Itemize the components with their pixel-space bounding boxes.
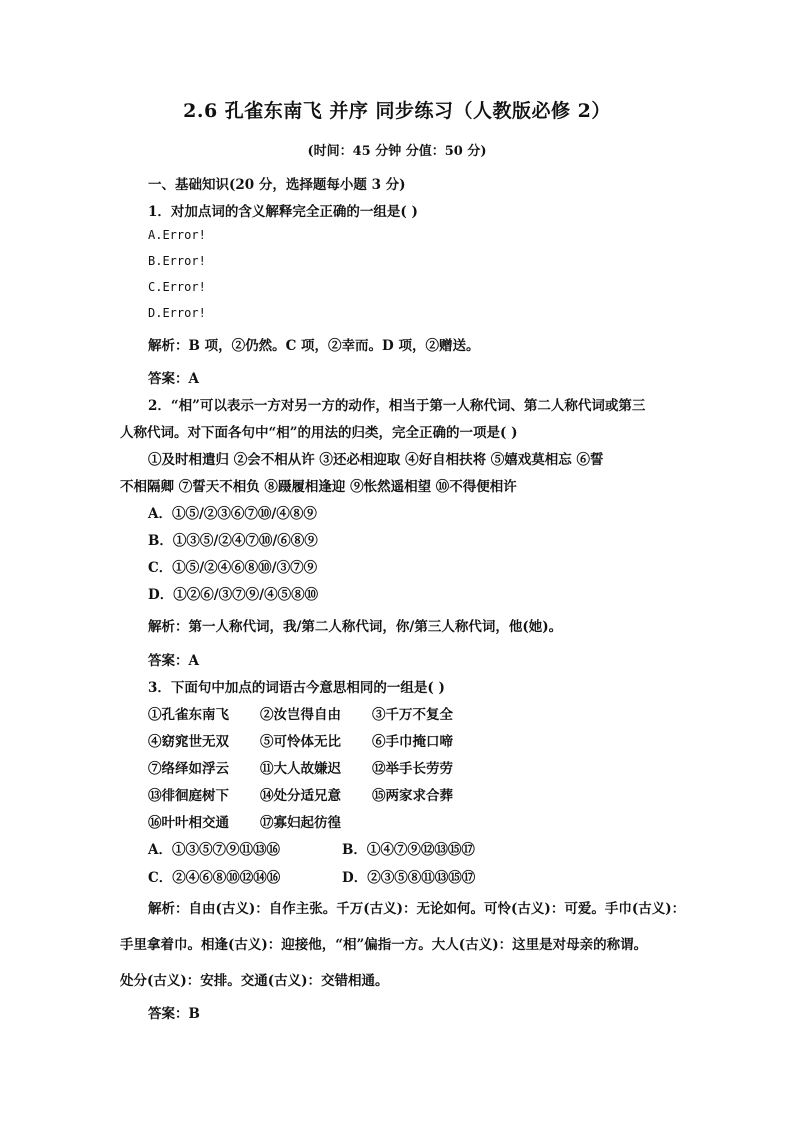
question-3-item: ⑪大人故嫌迟 [260,761,341,777]
question-3-analysis-line-3: 处分(古义)：安排。交通(古义)：交错相通。 [120,973,389,989]
question-3-item: ⑭处分适兄意 [260,788,341,804]
question-3-item: ⑰寡妇起彷徨 [260,815,341,831]
question-3-option-d: D．②③⑤⑧⑪⑬⑮⑰ [342,870,476,886]
page-subtitle: (时间：45 分钟 分值：50 分) [307,144,487,159]
question-2-option-a: A．①⑤/②③⑥⑦⑩/④⑧⑨ [148,506,317,522]
question-3-item: ⑤可怜体无比 [260,734,341,750]
question-3-item: ⑦络绎如浮云 [148,761,229,777]
question-3-option-b: B．①④⑦⑨⑫⑬⑮⑰ [342,842,475,858]
question-2-answer: 答案：A [148,653,199,669]
question-3-item: ⑯叶叶相交通 [148,815,229,831]
question-1-analysis: 解析：B 项，②仍然。C 项，②幸而。D 项，②赠送。 [148,338,480,354]
question-2-option-d: D．①②⑥/③⑦⑨/④⑤⑧⑩ [148,587,319,603]
page-title: 2.6 孔雀东南飞 并序 同步练习（人教版必修 2） [183,100,611,122]
question-1-option-c: C.Error! [148,280,206,294]
question-1-option-a: A.Error! [148,228,206,242]
question-3-item: ⑮两家求合葬 [372,788,453,804]
question-3-item: ④窈窕世无双 [148,734,229,750]
question-3-analysis-line-2: 手里拿着巾。相逢(古义)：迎接他，“相”偏指一方。大人(古义)：这里是对母亲的称谓。 [120,937,648,953]
question-3-item: ⑫举手长劳劳 [372,761,453,777]
section-heading: 一、基础知识(20 分，选择题每小题 3 分) [148,177,406,193]
question-3-item: ⑥手巾掩口啼 [372,734,453,750]
question-3-option-a: A．①③⑤⑦⑨⑪⑬⑯ [148,842,280,858]
question-1-stem: 1．对加点词的含义解释完全正确的一组是( ) [148,204,418,220]
question-3-answer: 答案：B [148,1006,200,1022]
question-2-option-c: C．①⑤/②④⑥⑧⑩/③⑦⑨ [148,560,318,576]
question-3-item: ①孔雀东南飞 [148,707,229,723]
question-3-stem: 3．下面句中加点的词语古今意思相同的一组是( ) [148,680,445,696]
question-1-option-d: D.Error! [148,306,206,320]
question-2-stem-line-1: 2．“相”可以表示一方对另一方的动作，相当于第一人称代词、第二人称代词或第三 [148,398,646,414]
question-3-option-c: C．②④⑥⑧⑩⑫⑭⑯ [148,870,281,886]
question-2-items-line-2: 不相隔卿 ⑦誓天不相负 ⑧蹑履相逢迎 ⑨怅然遥相望 ⑩不得便相许 [120,479,517,495]
question-3-item: ③千万不复全 [372,707,453,723]
question-3-item: ⑬徘徊庭树下 [148,788,229,804]
question-2-stem-line-2: 人称代词。对下面各句中“相”的用法的归类，完全正确的一项是( ) [120,425,518,441]
question-2-option-b: B．①③⑤/②④⑦⑩/⑥⑧⑨ [148,533,318,549]
question-2-analysis: 解析：第一人称代词，我/第二人称代词，你/第三人称代词，他(她)。 [148,619,563,635]
question-2-items-line-1: ①及时相遣归 ②会不相从许 ③还必相迎取 ④好自相扶将 ⑤嬉戏莫相忘 ⑥誓 [148,452,604,468]
question-1-option-b: B.Error! [148,254,206,268]
question-3-analysis-line-1: 解析：自由(古义)：自作主张。千万(古义)：无论如何。可怜(古义)：可爱。手巾(古义)： [148,901,686,917]
question-3-item: ②汝岂得自由 [260,707,341,723]
question-1-answer: 答案：A [148,371,199,387]
